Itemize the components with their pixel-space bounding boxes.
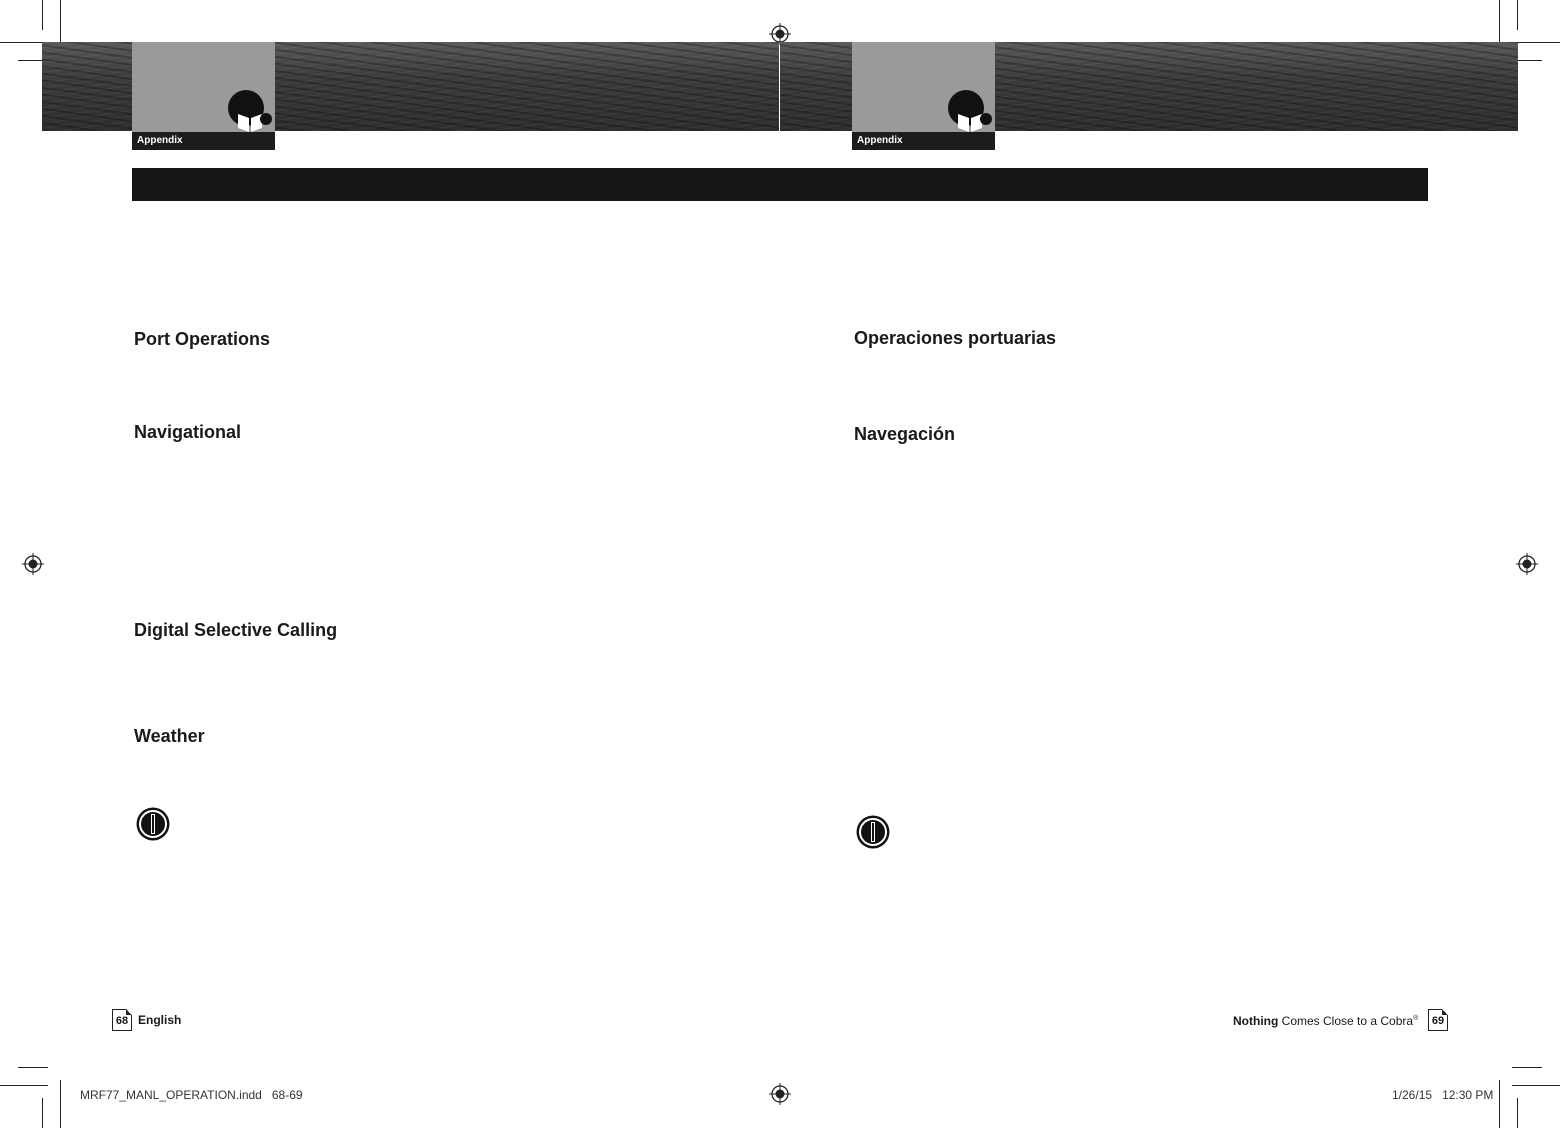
slug-pages: 68-69 (271, 1088, 303, 1102)
heading-weather: Weather (134, 726, 205, 746)
section-tab-label: Appendix (852, 132, 995, 150)
crop-mark (1517, 1098, 1518, 1128)
reading-person-icon (228, 88, 274, 134)
crop-mark (60, 0, 61, 48)
registration-mark-icon (769, 1083, 791, 1105)
slug-time: 12:30 PM (1442, 1088, 1494, 1102)
heading-navegacion: Navegación (854, 424, 956, 444)
warning-icon (135, 806, 171, 842)
registered-trademark: ® (1413, 1015, 1419, 1022)
section-tab-left (132, 42, 275, 150)
crop-mark (1499, 1080, 1500, 1128)
heading-port-operations: Port Operations (134, 329, 271, 349)
crop-mark (1517, 0, 1518, 30)
print-slug-timestamp (1392, 1088, 1493, 1102)
registration-mark-icon (1516, 553, 1538, 575)
print-slug-file (80, 1088, 303, 1102)
crop-mark (18, 1067, 48, 1068)
registration-mark-icon (22, 553, 44, 575)
page-number-left: 68 (112, 1009, 132, 1031)
crop-mark (1512, 1067, 1542, 1068)
footer-tagline (1233, 1014, 1418, 1028)
heading-digital-selective-calling: Digital Selective Calling (134, 620, 338, 640)
crop-mark (0, 1085, 48, 1086)
crop-mark (1499, 0, 1500, 48)
heading-navigational: Navigational (134, 422, 242, 442)
footer-tagline-bold: Nothing (1233, 1014, 1279, 1028)
slug-filename: MRF77_MANL_OPERATION.indd (80, 1088, 262, 1102)
reading-person-icon (948, 88, 994, 134)
warning-icon (855, 814, 891, 850)
crop-mark (42, 1098, 43, 1128)
heading-operaciones-portuarias: Operaciones portuarias (854, 328, 1057, 348)
crop-mark (60, 1080, 61, 1128)
title-bar (132, 168, 1428, 201)
page-number-right: 69 (1428, 1009, 1448, 1031)
section-tab-label: Appendix (132, 132, 275, 150)
crop-mark (1512, 1085, 1560, 1086)
crop-mark (42, 0, 43, 30)
section-tab-right (852, 42, 995, 150)
footer-tagline-rest: Comes Close to a Cobra (1281, 1014, 1414, 1028)
crop-mark (0, 42, 48, 43)
slug-date: 1/26/15 (1392, 1088, 1433, 1102)
footer-language: English (138, 1013, 182, 1027)
crop-mark (1512, 42, 1560, 43)
